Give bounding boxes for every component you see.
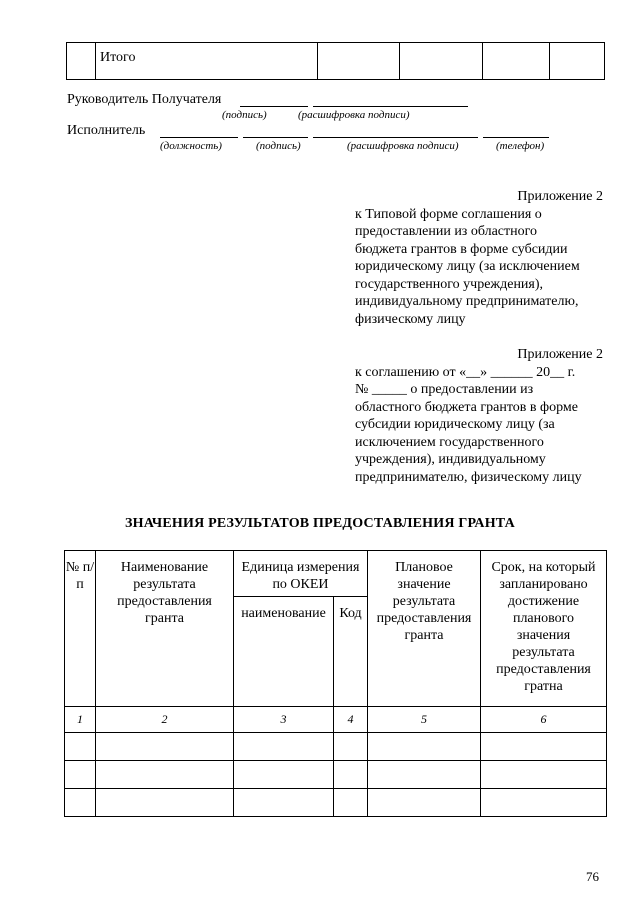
table-cell xyxy=(96,789,234,817)
appendix-form-heading: Приложение 2 xyxy=(517,189,603,204)
itogo-cell-empty xyxy=(483,43,550,80)
appendix-agreement-line: № _____ о предоставлении из xyxy=(355,382,534,397)
executor-signature-line xyxy=(243,137,308,138)
appendix-agreement-block xyxy=(355,346,603,486)
table-cell xyxy=(481,761,607,789)
appendix-agreement-line: учреждения), индивидуальному xyxy=(355,452,546,467)
itogo-label: Итого xyxy=(96,43,318,80)
column-number: 4 xyxy=(334,707,368,733)
header-num: № п/п xyxy=(65,551,96,707)
appendix-form-line: физическому лицу xyxy=(355,311,466,327)
table-cell xyxy=(65,761,96,789)
table-cell xyxy=(96,761,234,789)
appendix-agreement-line: к соглашению от «__» ______ 20__ г. xyxy=(355,364,576,380)
table-cell xyxy=(65,733,96,761)
itogo-cell-empty xyxy=(400,43,483,80)
column-number: 6 xyxy=(481,707,607,733)
appendix-form-line: индивидуальному предпринимателю, xyxy=(355,294,579,309)
executor-caption-decoding: (расшифровка подписи) xyxy=(347,140,459,152)
executor-label: Исполнитель xyxy=(67,123,146,138)
header-deadline: Срок, на который запланировано достижение планового значения результата предоставления гратна xyxy=(481,551,607,707)
table-cell xyxy=(234,789,334,817)
table-row xyxy=(65,761,607,789)
appendix-agreement-line: исключением государственного xyxy=(355,434,544,450)
table-cell xyxy=(481,789,607,817)
column-number: 5 xyxy=(368,707,481,733)
table-header-row xyxy=(65,551,607,597)
appendix-form-line: предоставлении из областного xyxy=(355,224,538,239)
appendix-form-line: государственного учреждения), xyxy=(355,276,544,292)
page-number: 76 xyxy=(586,869,599,884)
itogo-cell-empty xyxy=(318,43,400,80)
table-cell xyxy=(368,733,481,761)
table-cell xyxy=(234,733,334,761)
executor-position-line xyxy=(160,137,238,138)
table-cell xyxy=(234,761,334,789)
table-cell xyxy=(65,789,96,817)
itogo-table xyxy=(66,42,605,80)
table-cell xyxy=(368,761,481,789)
column-number: 2 xyxy=(96,707,234,733)
appendix-agreement-line: предпринимателю, физическому лицу xyxy=(355,469,582,485)
column-number: 3 xyxy=(234,707,334,733)
header-planned: Плановое значение результата предоставления гранта xyxy=(368,551,481,707)
appendix-form-line: юридическому лицу (за исключением xyxy=(355,259,580,274)
appendix-form-line: к Типовой форме соглашения о xyxy=(355,206,542,222)
table-title: ЗНАЧЕНИЯ РЕЗУЛЬТАТОВ ПРЕДОСТАВЛЕНИЯ ГРАНТА xyxy=(125,516,515,531)
table-cell xyxy=(334,733,368,761)
head-caption-signature: (подпись) xyxy=(222,109,267,121)
appendix-form-line: бюджета грантов в форме субсидии xyxy=(355,241,568,257)
appendix-agreement-line: субсидии юридическому лицу (за xyxy=(355,417,555,432)
header-unit-code: Код xyxy=(334,597,368,707)
header-name: Наименование результата предоставления гранта xyxy=(96,551,234,707)
head-caption-decoding: (расшифровка подписи) xyxy=(298,109,410,121)
table-row xyxy=(65,733,607,761)
head-label: Руководитель Получателя xyxy=(67,92,222,107)
header-unit-group: Единица измерения по ОКЕИ xyxy=(234,551,368,597)
executor-caption-position: (должность) xyxy=(160,140,222,152)
appendix-agreement-heading: Приложение 2 xyxy=(517,347,603,362)
table-cell xyxy=(334,789,368,817)
head-signature-line xyxy=(240,106,308,107)
table-row xyxy=(65,789,607,817)
header-unit-name: наименование xyxy=(234,597,334,707)
appendix-agreement-line: областного бюджета грантов в форме xyxy=(355,399,578,415)
executor-decoding-line xyxy=(313,137,478,138)
executor-caption-phone: (телефон) xyxy=(496,140,545,152)
table-cell xyxy=(481,733,607,761)
column-number: 1 xyxy=(65,707,96,733)
head-decoding-line xyxy=(313,106,468,107)
table-cell xyxy=(96,733,234,761)
itogo-cell-empty xyxy=(67,43,96,80)
table-cell xyxy=(334,761,368,789)
table-cell xyxy=(368,789,481,817)
appendix-form-block xyxy=(355,188,603,328)
results-table xyxy=(64,550,607,817)
executor-phone-line xyxy=(483,137,549,138)
executor-caption-signature: (подпись) xyxy=(256,140,301,152)
column-number-row xyxy=(65,707,607,733)
itogo-row xyxy=(67,43,605,80)
itogo-cell-empty xyxy=(550,43,605,80)
